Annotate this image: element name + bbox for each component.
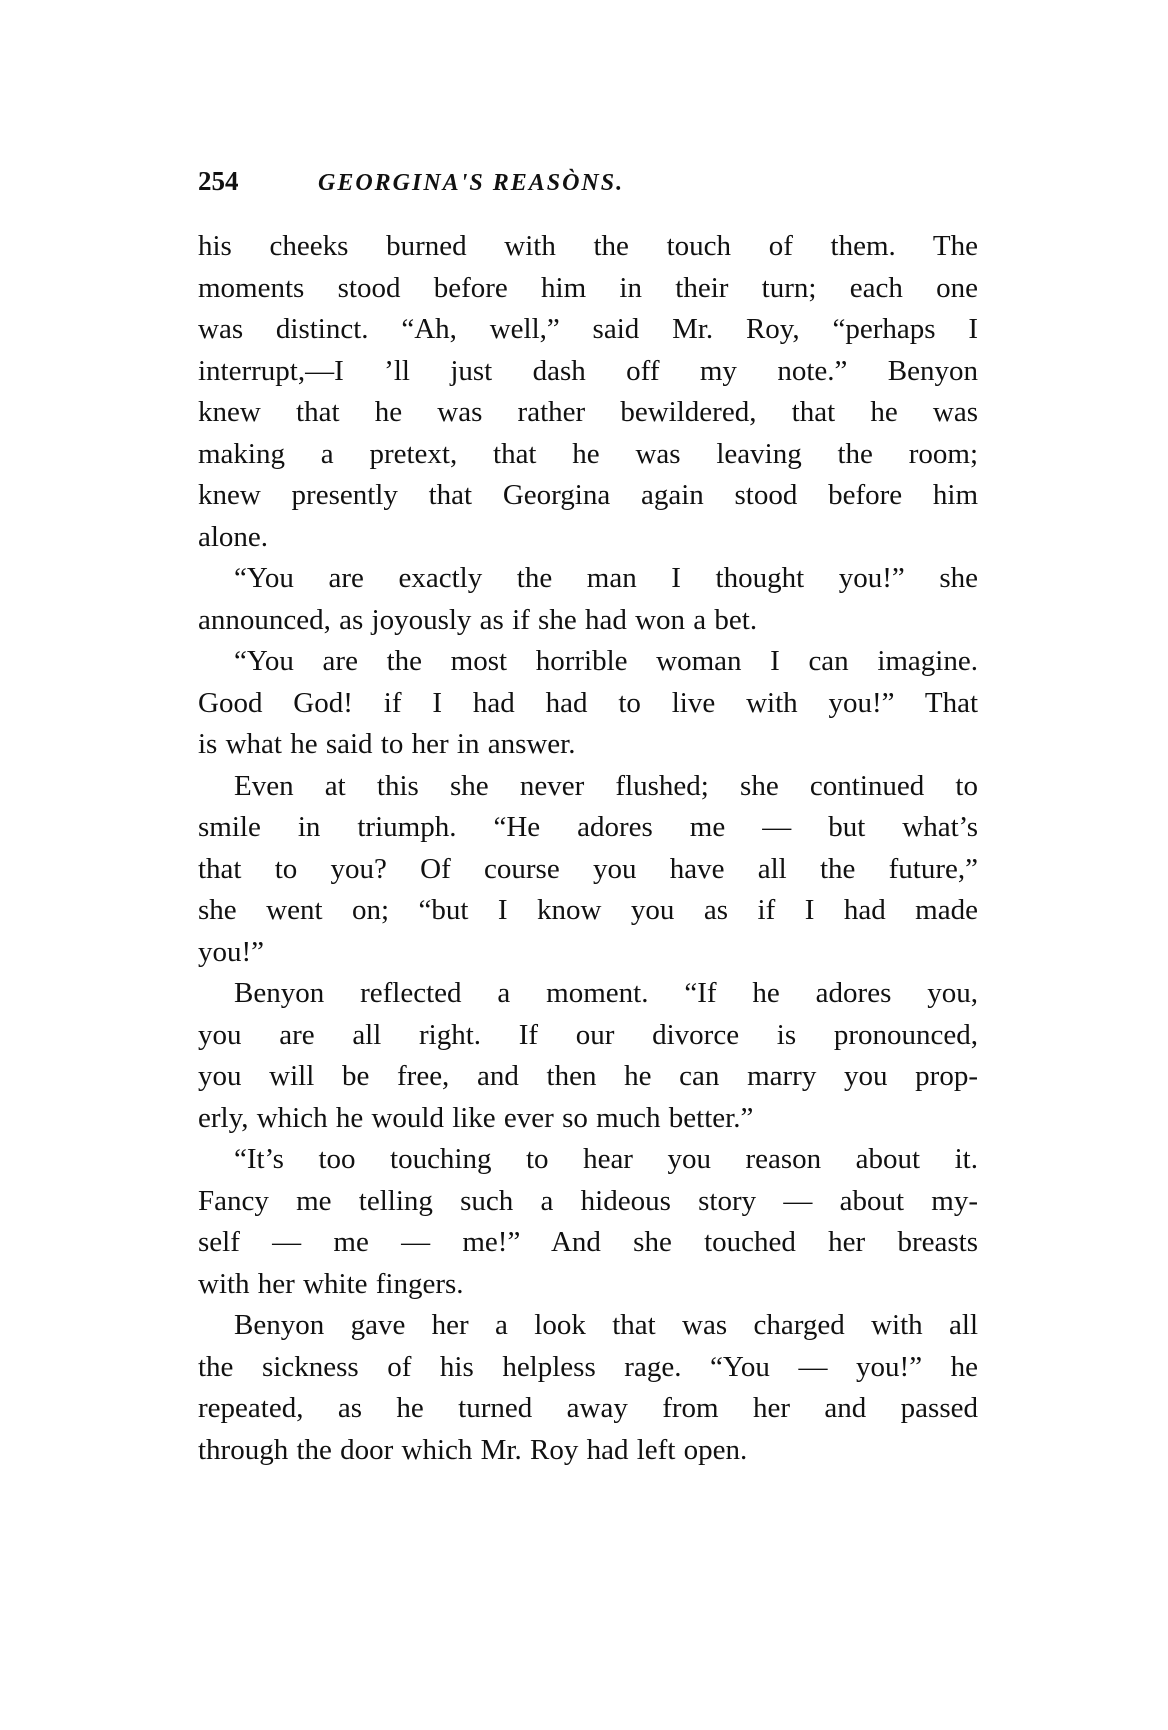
text-line: “You are the most horrible woman I can imagine. <box>234 645 978 677</box>
text-line: smile in triumph. “He adores me — but what’s <box>198 811 978 843</box>
text-line: the sickness of his helpless rage. “You — you!” he <box>198 1350 978 1383</box>
text-line: she went on; “but I know you as if I had made <box>198 894 978 926</box>
page-number: 254 <box>198 166 239 196</box>
paragraph <box>198 558 978 641</box>
text-line: is what he said to her in answer. <box>198 728 576 760</box>
text-line: making a pretext, that he was leaving the room; <box>198 437 978 470</box>
text-line: through the door which Mr. Roy had left open. <box>198 1433 748 1466</box>
text-line: “You are exactly the man I thought you!” she <box>234 562 978 594</box>
paragraph <box>198 1305 978 1471</box>
paragraph <box>198 641 978 766</box>
text-line: knew presently that Georgina again stood before him <box>198 479 978 511</box>
text-line: was distinct. “Ah, well,” said Mr. Roy, “perhaps I <box>198 313 978 345</box>
text-line: Even at this she never flushed; she continued to <box>234 769 978 802</box>
paragraph <box>198 226 978 558</box>
text-line: with her white fingers. <box>198 1267 464 1300</box>
text-line: self — me — me!” And she touched her breasts <box>198 1226 978 1258</box>
text-line: announced, as joyously as if she had won a bet. <box>198 603 758 636</box>
text-line: moments stood before him in their turn; each one <box>198 271 978 304</box>
running-title: GEORGINA'S REASÒNS. <box>318 170 625 196</box>
paragraph <box>198 766 978 974</box>
text-line: you will be free, and then he can marry you prop- <box>198 1060 978 1092</box>
text-line: repeated, as he turned away from her and passed <box>198 1392 978 1424</box>
text-line: interrupt,—I ’ll just dash off my note.” Benyon <box>198 354 978 387</box>
text-line: you are all right. If our divorce is pronounced, <box>198 1018 978 1051</box>
text-line: Benyon reflected a moment. “If he adores you, <box>234 977 978 1009</box>
text-line: alone. <box>198 520 269 553</box>
text-line: Benyon gave her a look that was charged with all <box>234 1309 978 1341</box>
text-line: Fancy me telling such a hideous story — about my- <box>198 1184 978 1217</box>
paragraph <box>198 1139 978 1305</box>
body-text <box>198 226 978 1471</box>
text-line: erly, which he would like ever so much better.” <box>198 1101 754 1134</box>
running-head <box>198 166 978 206</box>
text-line: his cheeks burned with the touch of them. The <box>198 230 978 262</box>
text-line: knew that he was rather bewildered, that he was <box>198 396 978 428</box>
text-line: you!” <box>198 935 265 968</box>
text-line: Good God! if I had had to live with you!” That <box>198 686 978 719</box>
paragraph <box>198 973 978 1139</box>
text-line: that to you? Of course you have all the future,” <box>198 852 978 885</box>
text-line: “It’s too touching to hear you reason about it. <box>234 1143 978 1175</box>
